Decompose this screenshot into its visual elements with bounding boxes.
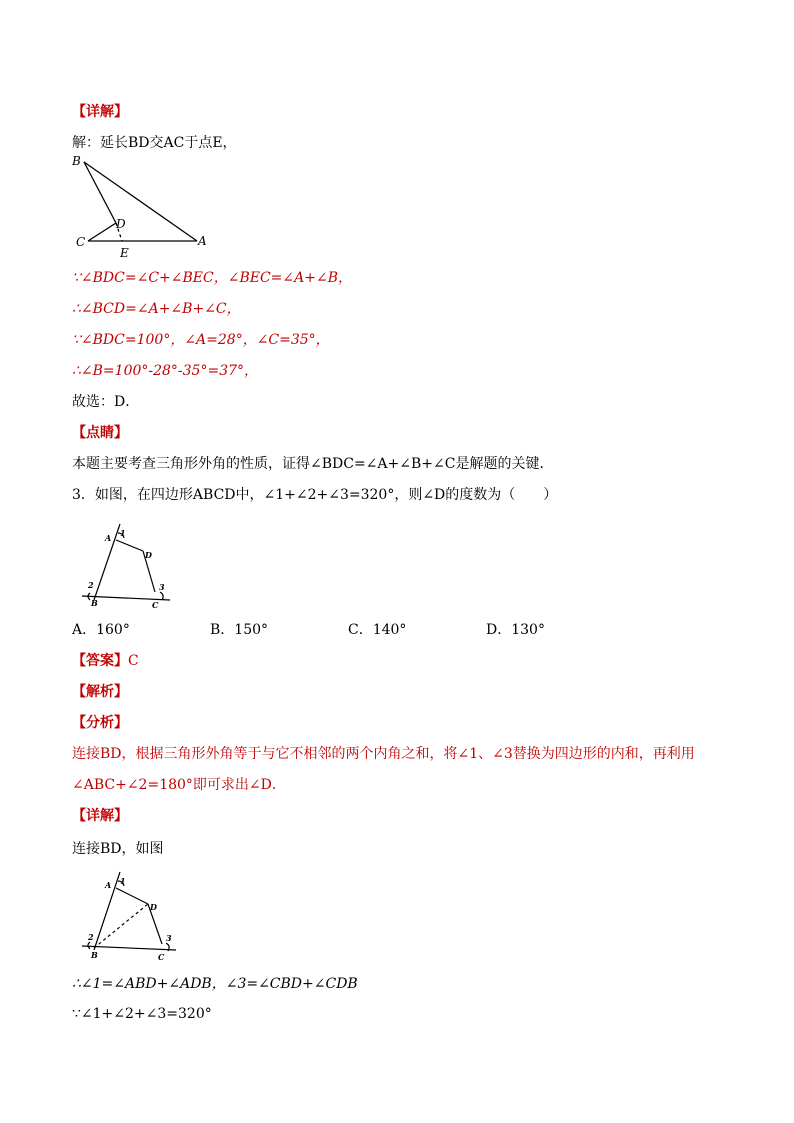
detail-step-2: ∵∠1+∠2+∠3=320° (72, 1006, 212, 1022)
label-D: D (145, 550, 152, 560)
label-3: 3 (159, 582, 165, 592)
label-C: C (158, 952, 165, 962)
comment-heading: 【点睛】 (72, 425, 128, 441)
detail-intro: 连接BD，如图 (72, 841, 164, 857)
quadrilateral-figure-with-bd (80, 868, 190, 963)
answer-heading: 【答案】 (72, 653, 128, 669)
fenxi-line-1: 连接BD，根据三角形外角等于与它不相邻的两个内角之和，将∠1、∠3替换为四边形的内和，再利用 (72, 746, 695, 762)
conclusion: 故选：D． (72, 394, 140, 410)
label-C: C (76, 235, 86, 249)
detail-heading-2: 【详解】 (72, 808, 128, 824)
label-C: C (152, 600, 159, 610)
label-D: D (150, 902, 157, 912)
label-1: 1 (120, 528, 126, 538)
label-A: A (105, 533, 112, 543)
step-2: ∴∠BCD=∠A+∠B+∠C， (72, 301, 241, 317)
label-B: B (91, 598, 98, 608)
triangle-figure (70, 153, 220, 263)
step-3: ∵∠BDC=100°，∠A=28°，∠C=35°， (72, 332, 330, 348)
label-B: B (72, 154, 81, 168)
analysis-heading: 【解析】 (72, 684, 128, 700)
solution-intro: 解：延长BD交AC于点E， (72, 135, 237, 151)
label-2: 2 (88, 932, 94, 942)
label-D: D (116, 217, 126, 231)
detail-heading-1: 【详解】 (72, 104, 128, 120)
choice-d: D．130° (486, 622, 545, 638)
answer-row (72, 652, 139, 670)
quadrilateral-figure (80, 520, 180, 610)
answer-value: C (128, 653, 139, 669)
label-2: 2 (88, 580, 94, 590)
label-B: B (91, 950, 98, 960)
label-A: A (105, 880, 112, 890)
label-1: 1 (120, 876, 126, 886)
choice-c: C．140° (348, 622, 407, 638)
label-A: A (198, 234, 207, 248)
step-4: ∴∠B=100°-28°-35°=37°， (72, 363, 259, 379)
step-1: ∵∠BDC=∠C+∠BEC，∠BEC=∠A+∠B， (72, 270, 352, 286)
comment-text: 本题主要考查三角形外角的性质，证得∠BDC=∠A+∠B+∠C是解题的关键． (72, 456, 554, 472)
label-3: 3 (166, 933, 172, 943)
choice-b: B．150° (210, 622, 269, 638)
question3-stem: 3．如图，在四边形ABCD中，∠1+∠2+∠3=320°，则∠D的度数为（ ） (72, 487, 558, 503)
fenxi-heading: 【分析】 (72, 715, 128, 731)
fenxi-line-2: ∠ABC+∠2=180°即可求出∠D． (72, 777, 286, 793)
label-E: E (120, 246, 129, 260)
detail-step-1: ∴∠1=∠ABD+∠ADB，∠3=∠CBD+∠CDB (72, 976, 358, 992)
choice-a: A．160° (72, 622, 130, 638)
